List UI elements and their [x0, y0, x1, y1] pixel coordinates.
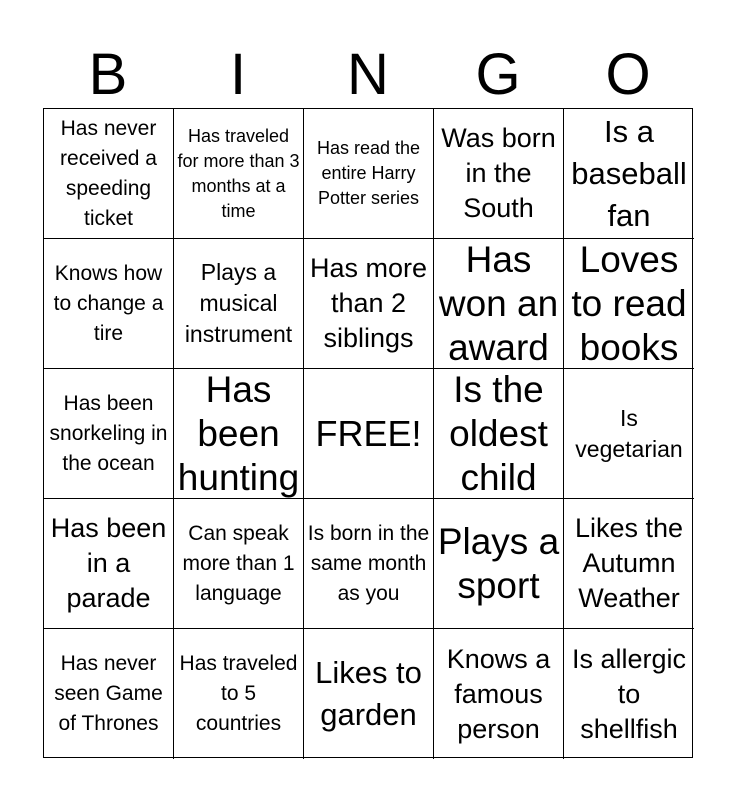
cell-text: Has traveled for more than 3 months at a time — [177, 125, 300, 221]
bingo-cell[interactable] — [564, 369, 694, 499]
cell-text: Has never seen Game of Thrones — [54, 652, 163, 735]
cell-text: Can speak more than 1 language — [182, 521, 295, 605]
cell-text: Is born in the same month as you — [307, 521, 430, 605]
bingo-cell[interactable] — [44, 239, 174, 369]
cell-text: Likes the Autumn Weather — [574, 513, 684, 613]
bingo-cell[interactable] — [434, 629, 564, 759]
bingo-cell[interactable] — [434, 239, 564, 369]
cell-text: Is vegetarian — [575, 404, 683, 462]
cell-text: Has been in a parade — [50, 513, 167, 613]
cell-text: Has been snorkeling in the ocean — [49, 391, 168, 475]
bingo-cell[interactable] — [44, 499, 174, 629]
bingo-cell[interactable] — [174, 369, 304, 499]
bingo-cell[interactable] — [564, 629, 694, 759]
bingo-cell[interactable] — [304, 109, 434, 239]
cell-text: Plays a sport — [437, 520, 560, 606]
bingo-header — [43, 44, 693, 106]
cell-text: Is the oldest child — [449, 369, 548, 498]
cell-text: Knows how to change a tire — [53, 261, 164, 345]
bingo-cell[interactable] — [174, 109, 304, 239]
cell-text: Is allergic to shellfish — [571, 643, 687, 744]
bingo-cell[interactable] — [174, 239, 304, 369]
cell-text: Is a baseball fan — [571, 113, 687, 233]
header-letter-g: G — [475, 42, 521, 107]
bingo-cell[interactable] — [304, 239, 434, 369]
header-letter-o: O — [605, 42, 651, 107]
bingo-cell[interactable] — [174, 629, 304, 759]
bingo-cell[interactable] — [44, 109, 174, 239]
bingo-cell[interactable] — [434, 109, 564, 239]
cell-text: Likes to garden — [315, 655, 422, 732]
cell-text: Has more than 2 siblings — [309, 253, 428, 353]
cell-text: Has won an award — [438, 239, 559, 368]
free-space[interactable] — [304, 369, 434, 499]
bingo-cell[interactable] — [564, 499, 694, 629]
bingo-cell[interactable] — [304, 499, 434, 629]
cell-text: Knows a famous person — [446, 643, 551, 744]
bingo-cell[interactable] — [304, 629, 434, 759]
header-letter-n: N — [347, 42, 389, 107]
header-letter-b: B — [88, 42, 128, 107]
cell-text: Has traveled to 5 countries — [179, 652, 298, 735]
cell-text: FREE! — [315, 412, 422, 454]
bingo-cell[interactable] — [44, 369, 174, 499]
bingo-board — [43, 108, 693, 758]
bingo-cell[interactable] — [564, 109, 694, 239]
cell-text: Has read the entire Harry Potter series — [316, 138, 421, 208]
cell-text: Plays a musical instrument — [184, 259, 293, 347]
bingo-cell[interactable] — [564, 239, 694, 369]
cell-text: Has been hunting — [177, 369, 300, 498]
bingo-cell[interactable] — [174, 499, 304, 629]
cell-text: Was born in the South — [441, 123, 556, 223]
bingo-cell[interactable] — [434, 499, 564, 629]
bingo-cell[interactable] — [434, 369, 564, 499]
cell-text: Loves to read books — [571, 239, 687, 368]
bingo-cell[interactable] — [44, 629, 174, 759]
header-letter-i: I — [229, 42, 247, 107]
cell-text: Has never received a speeding ticket — [60, 116, 157, 230]
